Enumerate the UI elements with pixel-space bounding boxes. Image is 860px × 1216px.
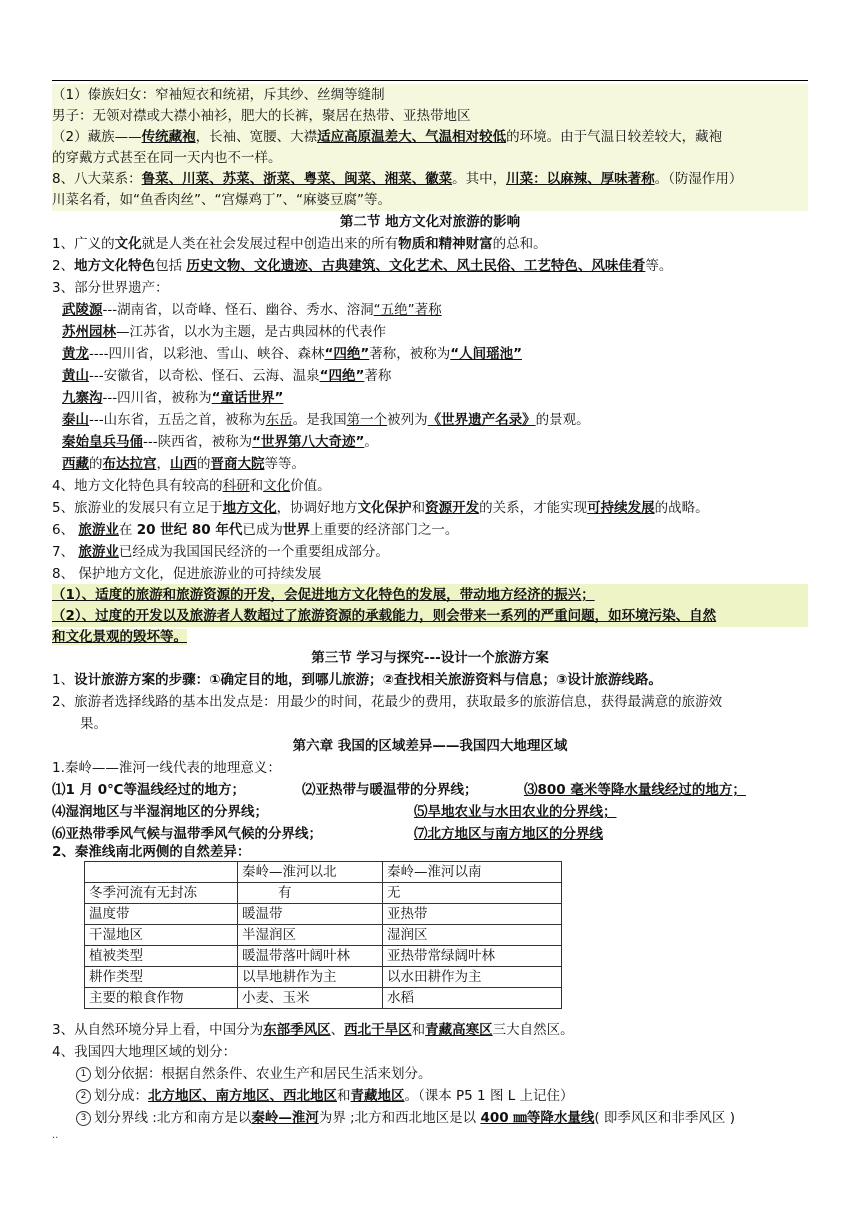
text: 上重要的经济部门之一。 (309, 522, 459, 538)
text: ，协调好地方 (276, 500, 358, 516)
text: 。 (364, 434, 378, 450)
text: 划分成： (94, 1088, 148, 1104)
text-bold: 川菜：以麻辣、厚味著称 (506, 171, 655, 187)
text-bold: “童话世界” (211, 390, 284, 406)
table-cell: 以旱地耕作为主 (238, 967, 383, 988)
text-bold: 秦始皇兵马俑 (62, 434, 143, 450)
text: 的总和。 (492, 236, 547, 252)
circled-number-icon: 3 (76, 1111, 91, 1126)
table-cell: 水稻 (383, 988, 562, 1009)
text: 的 (197, 456, 211, 472)
table-cell: 湿润区 (383, 925, 562, 946)
text-line (52, 105, 808, 127)
table-cell: 以水田耕作为主 (383, 967, 562, 988)
text-line (52, 343, 818, 365)
text-bold: 西藏 (62, 456, 89, 472)
text-line: （2）、过度的开发以及旅游者人数超过了旅游资源的承载能力，则会带来一系列的严重问题，如环境污染、自然 (52, 605, 808, 627)
text: 和 (337, 1088, 351, 1104)
text-bold: 文化 (114, 236, 142, 252)
text: 1.秦岭——淮河一线代表的地理意义： (52, 760, 281, 776)
text-line (52, 626, 808, 648)
text: 的 (89, 456, 103, 472)
text-line (52, 277, 808, 299)
text-bold: 可持续发展 (587, 500, 655, 516)
text-line (52, 189, 808, 211)
text-line (52, 168, 808, 190)
text-line (52, 1041, 808, 1063)
text: 2、 (52, 258, 75, 274)
text-bold: 400 ㎜等降水量线 (480, 1110, 595, 1126)
text-bold: “四绝” (319, 368, 365, 384)
text: 。（课本 P5 1 图 L 上记住） (404, 1088, 574, 1104)
text-bold: 东部季风区 (263, 1022, 331, 1038)
text: ， (156, 456, 170, 472)
text-line (52, 233, 808, 255)
text-bold: 传统藏袍 (141, 129, 196, 145)
text-bold: 布达拉宫 (102, 456, 157, 472)
circled-number-icon: 2 (76, 1089, 91, 1104)
text-bold: 泰山 (62, 412, 89, 428)
table-row (85, 988, 562, 1009)
text: 在 (118, 522, 137, 538)
text-line (52, 1063, 832, 1085)
text-line (52, 497, 808, 519)
text: 的穿戴方式甚至在同一天内也不一样。 (52, 150, 282, 166)
text: —江苏省，以水为主题，是古典园林的代表作 (116, 324, 386, 340)
text: 1、广义的 (52, 236, 115, 252)
text-bold: ⑺北方地区与南方地区的分界线 (414, 826, 603, 842)
text-line (52, 321, 818, 343)
text: ---湖南省，以奇峰、怪石、幽谷、秀水、溶洞 (102, 302, 374, 318)
text: 为界 ;北方和西北地区是以 (318, 1110, 481, 1126)
text-bold: 地方文化特色 (74, 258, 156, 274)
text-line (52, 691, 808, 713)
text: 就是人类在社会发展过程中创造出来的所有 (141, 236, 399, 252)
text-line (52, 669, 808, 691)
text-bold: 北方地区、南方地区、西北地区 (148, 1088, 337, 1104)
text-bold: ⑵亚热带与暖温带的分界线； (302, 782, 478, 798)
text: 已成为 (242, 522, 283, 538)
text-bold: 20 世纪 80 年代 (136, 522, 243, 538)
text: 包括 (155, 258, 187, 274)
table-cell (85, 862, 238, 883)
text: 等等。 (264, 456, 305, 472)
text-bold: 地方文化 (222, 500, 277, 516)
text-bold: “四绝” (324, 346, 370, 362)
circled-number-icon: 1 (76, 1067, 91, 1082)
table-cell: 小麦、玉米 (238, 988, 383, 1009)
text-bold: 苏州园林 (62, 324, 116, 340)
text: 价值。 (290, 478, 331, 494)
text-line (52, 1019, 808, 1041)
section-heading: 第三节 学习与探究---设计一个旅游方案 (311, 650, 549, 666)
text: （2）藏族—— (52, 129, 142, 145)
text: 划分依据：根据自然条件、农业生产和居民生活来划分。 (94, 1066, 432, 1082)
text-line (52, 841, 808, 863)
text-line (52, 126, 808, 148)
chapter-heading: 第六章 我国的区域差异——我国四大地理区域 (292, 738, 568, 754)
text-bold: 《世界遗产名录》 (427, 412, 536, 428)
text-bold: 物质和精神财富 (398, 236, 493, 252)
text: 男子：无领对襟或大襟小袖衫，肥大的长裤，聚居在热带、亚热带地区 (52, 108, 471, 124)
table-cell: 耕作类型 (85, 967, 238, 988)
text: 。是我国 (292, 412, 347, 428)
text: 的景观。 (535, 412, 590, 428)
text-line (52, 519, 808, 541)
text: 三大自然区。 (492, 1022, 574, 1038)
table-cell: 秦岭—淮河以北 (238, 862, 383, 883)
table-cell: 无 (383, 883, 562, 904)
text: 、 (330, 1022, 345, 1038)
text: 3、从自然环境分异上看，中国分为 (52, 1022, 264, 1038)
text: 被列为 (387, 412, 428, 428)
text-bold: 秦岭—淮河 (251, 1110, 319, 1126)
page-footer-mark: .. (52, 1130, 59, 1141)
table-row (85, 946, 562, 967)
table-header-row (85, 862, 562, 883)
table-cell: 冬季河流有无封冻 (85, 883, 238, 904)
text-bold: 旅游业 (78, 544, 119, 560)
text: 的环境。由于气温日较差较大，藏袍 (506, 129, 723, 145)
top-rule (52, 80, 808, 81)
table-cell: 暖温带 (238, 904, 383, 925)
text: 4、我国四大地理区域的划分： (52, 1044, 237, 1060)
table-cell: 温度带 (85, 904, 238, 925)
text-bold: “世界第八大奇迹” (252, 434, 365, 450)
text-line: （1）、适度的旅游和旅游资源的开发，会促进地方文化特色的发展，带动地方经济的振兴； (52, 584, 808, 606)
text: 和文化景观的毁坏等。 (52, 629, 187, 645)
text-line (52, 713, 836, 735)
text: 川菜名肴，如“鱼香肉丝”、“宫爆鸡丁”、“麻婆豆腐”等。 (52, 192, 391, 208)
text-bold: 青藏地区 (350, 1088, 405, 1104)
text-bold: 设计旅游方案的步骤：①确定目的地，到哪儿旅游；②查找相关旅游资料与信息；③设计旅游线路。 (74, 672, 662, 688)
text: 划分界线 :北方和南方是以 (94, 1110, 252, 1126)
text: 3、部分世界遗产： (52, 280, 169, 296)
table-row (85, 925, 562, 946)
table-cell: 半湿润区 (238, 925, 383, 946)
text: 4、地方文化特色具有较高的 (52, 478, 223, 494)
text-bold: ⑸旱地农业与水田农业的分界线； (414, 804, 617, 820)
table-cell: 亚热带常绿阔叶林 (383, 946, 562, 967)
text: 著称，被称为 (369, 346, 451, 362)
text-line (52, 453, 818, 475)
text-bold: 文化保护 (357, 500, 412, 516)
text-bold: ⑷湿润地区与半湿润地区的分界线； (52, 804, 268, 820)
table-cell: 干湿地区 (85, 925, 238, 946)
text-line (52, 147, 808, 169)
text-bold: 武陵源 (62, 302, 103, 318)
text: ----四川省，以彩池、雪山、峡谷、森林 (89, 346, 325, 362)
text-line (52, 299, 818, 321)
text-bold: ⑹亚热带季风气候与温带季风气候的分界线； (52, 826, 322, 842)
text-line (52, 409, 818, 431)
text: 已经成为我国国民经济的一个重要组成部分。 (118, 544, 389, 560)
text-bold: 旅游业 (78, 522, 119, 538)
text: 的战略。 (654, 500, 709, 516)
text-bold: 资源开发 (425, 500, 480, 516)
text-bold: “人间瑶池” (450, 346, 522, 362)
text: 。其中， (452, 171, 507, 187)
text-line (52, 255, 808, 277)
text: 第一个 (346, 412, 388, 428)
text: 8、八大菜系： (52, 171, 142, 187)
text-line (52, 1107, 832, 1129)
section-heading: 第二节 地方文化对旅游的影响 (339, 214, 521, 230)
text: （1）傣族妇女：窄袖短衣和统裙，斥其纱、丝绸等缝制 (52, 87, 385, 103)
text-bold: 适应高原温差大、气温相对较低 (317, 129, 507, 145)
text-line (52, 779, 808, 801)
table-row (85, 967, 562, 988)
text-line (52, 431, 818, 453)
text-bold: 九寨沟 (62, 390, 103, 406)
text: 6、 (52, 522, 79, 538)
text: 果。 (80, 716, 107, 732)
text: 5、旅游业的发展只有立足于 (52, 500, 223, 516)
text: ---安徽省，以奇松、怪石、云海、温泉 (89, 368, 320, 384)
text: ---山东省，五岳之首，被称为 (89, 412, 266, 428)
text: 和 (249, 478, 264, 494)
text-line (52, 563, 808, 585)
table-cell: 植被类型 (85, 946, 238, 967)
text-line (52, 365, 818, 387)
text-bold: 西北干旱区 (344, 1022, 412, 1038)
text-line (52, 757, 808, 779)
text-bold: 黄龙 (62, 346, 89, 362)
text-bold: ⑴1 月 0℃等温线经过的地方； (52, 782, 246, 798)
table-cell: 亚热带 (383, 904, 562, 925)
text: ，长袖、宽腰、大襟 (195, 129, 318, 145)
text-bold: 晋商大院 (210, 456, 265, 472)
text: 和 (411, 500, 426, 516)
text-bold: 世界 (282, 522, 310, 538)
text-line (52, 387, 818, 409)
table-cell: 暖温带落叶阔叶林 (238, 946, 383, 967)
text: ---陕西省，被称为 (143, 434, 253, 450)
table-cell: 秦岭—淮河以南 (383, 862, 562, 883)
text: 的关系，才能实现 (479, 500, 588, 516)
text-line (52, 84, 808, 106)
text-bold: 青藏高寒区 (425, 1022, 493, 1038)
table-cell: 有 (238, 883, 383, 904)
text-line (52, 541, 808, 563)
table-row (85, 883, 562, 904)
text: 科研 (222, 478, 250, 494)
table-row (85, 904, 562, 925)
text-bold: 山西 (170, 456, 197, 472)
table-cell: 主要的粮食作物 (85, 988, 238, 1009)
text: ( 即季风区和非季风区 ) (594, 1110, 735, 1126)
comparison-table (84, 861, 562, 1009)
text-bold: 黄山 (62, 368, 89, 384)
text-bold: 鲁菜、川菜、苏菜、浙菜、粤菜、闽菜、湘菜、徽菜 (141, 171, 453, 187)
text-bold: ⑶800 毫米等降水量线经过的地方； (524, 782, 746, 798)
text: 和 (411, 1022, 426, 1038)
text: 1、 (52, 672, 75, 688)
text-line (52, 475, 808, 497)
text-line (52, 801, 808, 823)
text: 东岳 (265, 412, 293, 428)
text: ---四川省，被称为 (102, 390, 212, 406)
text-bold: 2、秦淮线南北两侧的自然差异： (52, 844, 251, 860)
text: “五绝”著称 (373, 302, 442, 318)
text: 8、 保护地方文化，促进旅游业的可持续发展 (52, 566, 322, 582)
text: 。（防湿作用） (654, 171, 743, 187)
text-bold: 历史文物、文化遗迹、古典建筑、文化艺术、风土民俗、工艺特色、风味佳肴 (186, 258, 646, 274)
text: 7、 (52, 544, 79, 560)
text: 著称 (364, 368, 392, 384)
text: 文化 (263, 478, 291, 494)
text: 等。 (645, 258, 673, 274)
text-line (52, 1085, 832, 1107)
text: 2、旅游者选择线路的基本出发点是：用最少的时间，花最少的费用，获取最多的旅游信息，获得最满意的旅游效 (52, 694, 723, 710)
